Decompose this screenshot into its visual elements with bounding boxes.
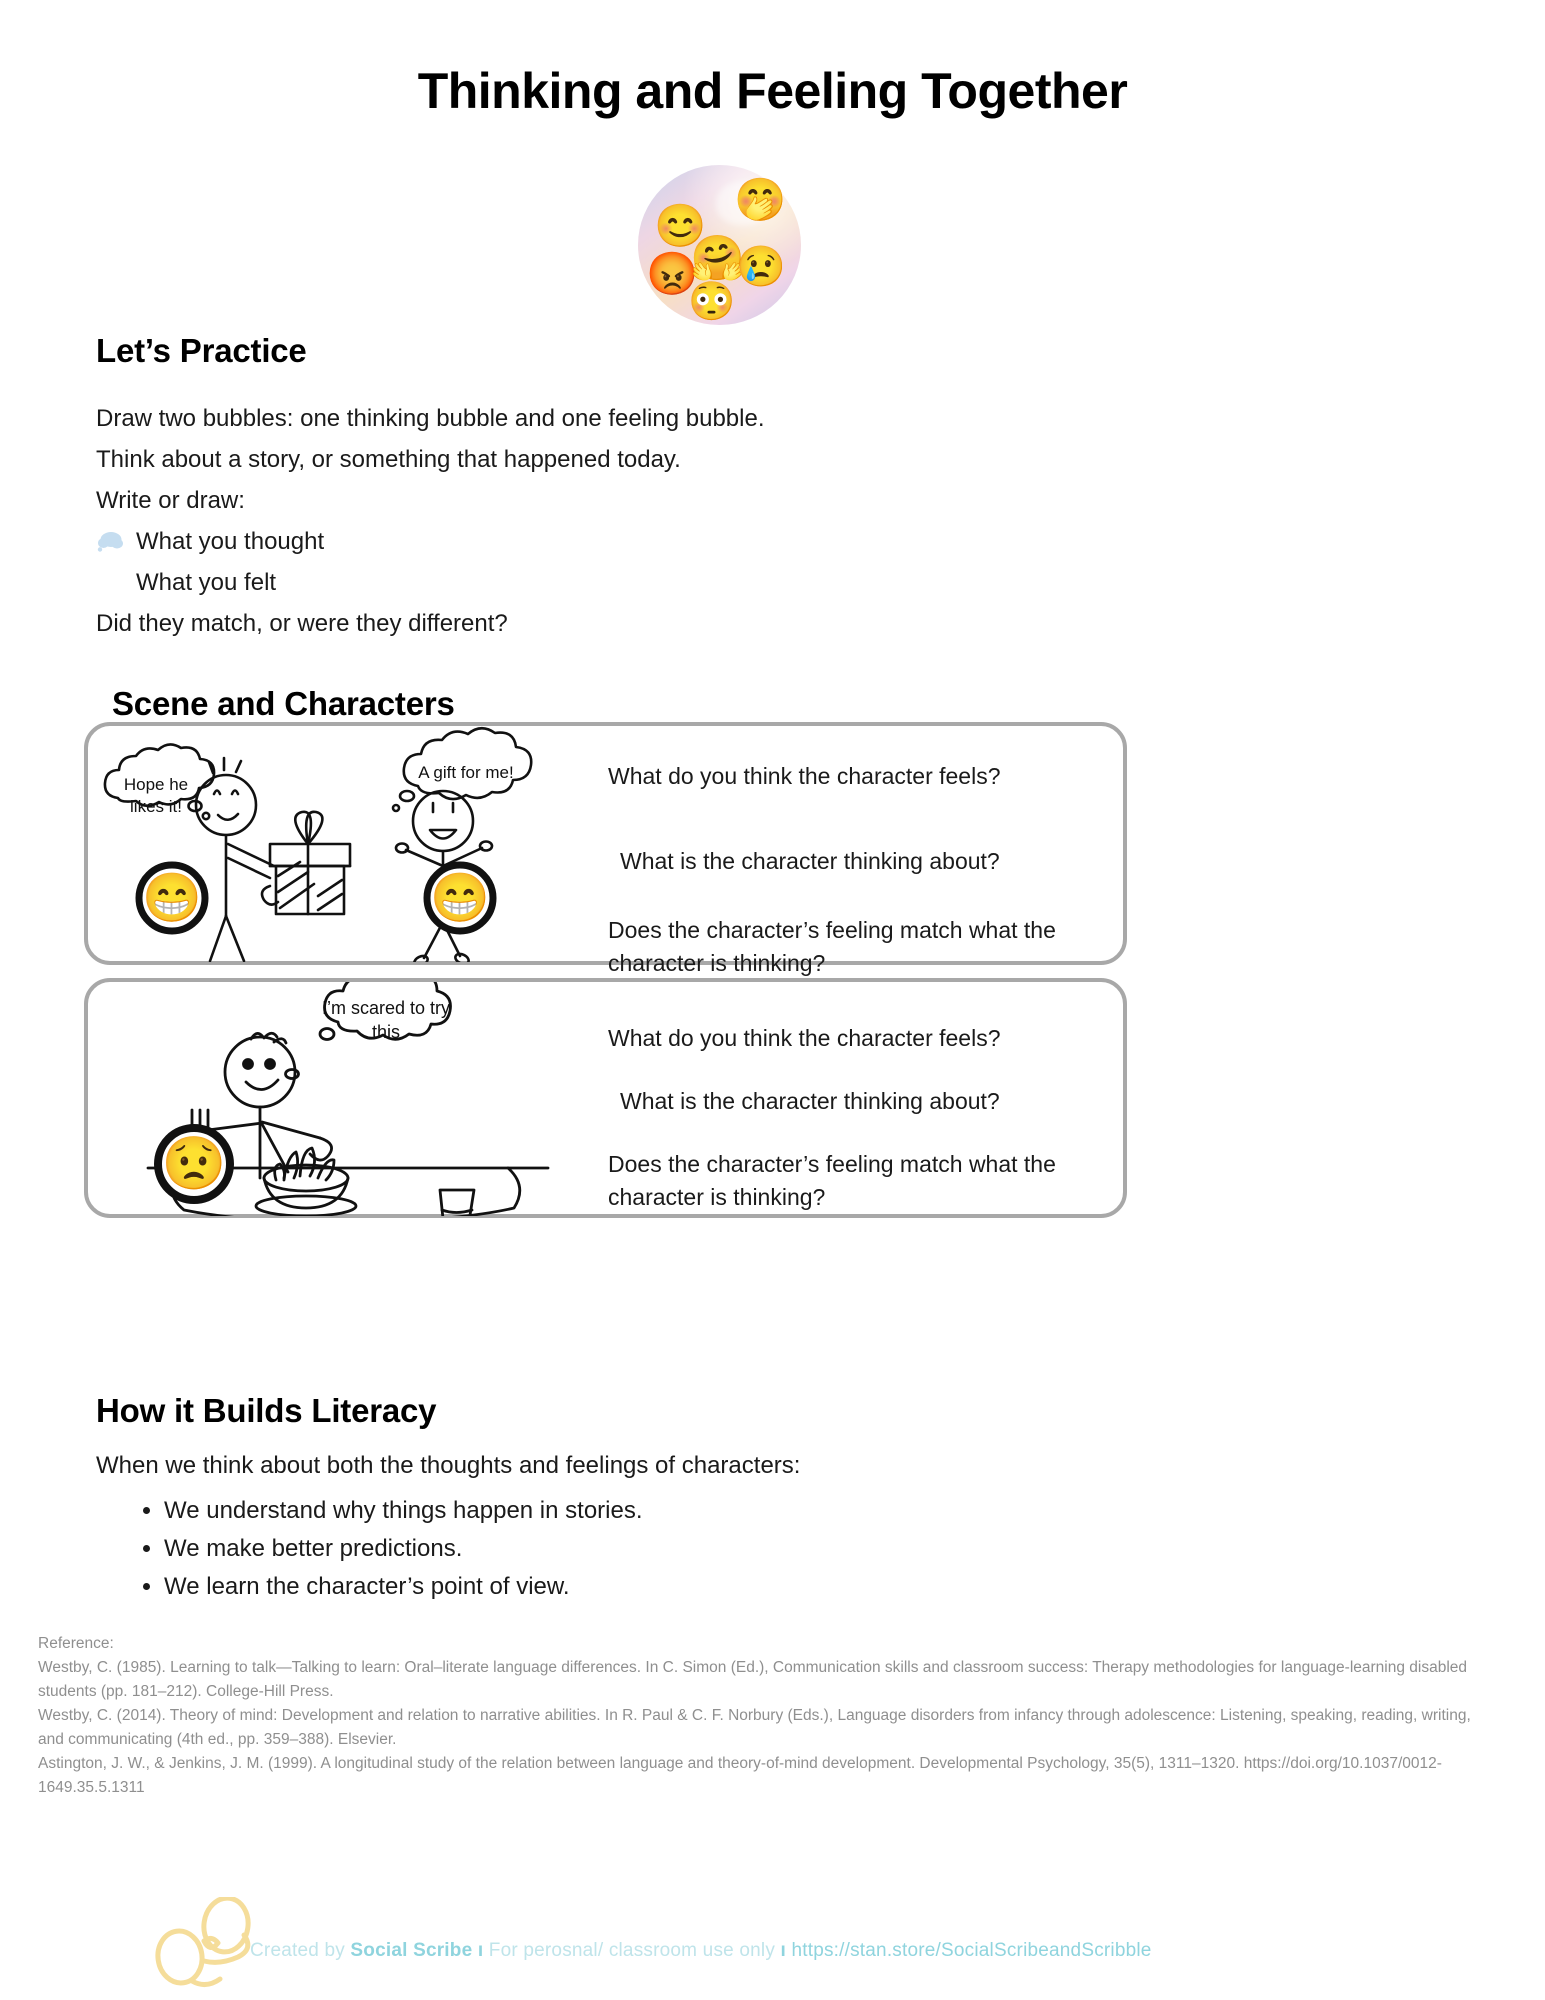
scene-1-illustration — [88, 726, 608, 962]
footer-attribution — [250, 1940, 1152, 1962]
panel1-thought-left-line2: likes it! — [130, 797, 182, 816]
practice-closing-question: Did they match, or were they different? — [96, 610, 508, 637]
panel1-thought-right: A gift for me! — [418, 763, 514, 782]
panel1-question-2: What is the character thinking about? — [620, 848, 1000, 874]
literacy-bullet-2: • We make better predictions. — [164, 1530, 643, 1568]
panel1-question-3: Does the character’s feeling match what the character is thinking? — [608, 917, 1056, 976]
panel2-question-3: Does the character’s feeling match what the character is thinking? — [608, 1151, 1056, 1210]
angry-face-icon: 😡 — [646, 250, 699, 297]
footer-url[interactable]: https://stan.store/SocialScribeandScribble — [791, 1940, 1152, 1961]
scene-panel-2 — [84, 978, 1127, 1218]
panel1-thought-left-line1: Hope he — [123, 775, 189, 794]
panel1-question-1: What do you think the character feels? — [608, 763, 1001, 789]
panel-1-questions — [608, 760, 1108, 980]
practice-thought-item — [96, 521, 916, 562]
footer-usage: For perosnal/ classroom use only — [488, 1940, 776, 1961]
panel2-question-1: What do you think the character feels? — [608, 1025, 1001, 1051]
panel2-question-2: What is the character thinking about? — [620, 1088, 1000, 1114]
scene-panel-1 — [84, 722, 1127, 976]
flushed-face-icon: 😳 — [688, 281, 736, 323]
literacy-intro: When we think about both the thoughts and feelings of characters: — [96, 1452, 801, 1479]
footer-separator-1: ı — [472, 1940, 489, 1961]
page-title: Thinking and Feeling Together — [417, 63, 1128, 119]
footer-separator-2: ı — [775, 1940, 792, 1961]
crying-face-icon: 😢 — [736, 245, 786, 289]
lets-practice-heading: Let’s Practice — [96, 332, 307, 369]
reference-entry-2: Westby, C. (2014). Theory of mind: Development and relation to narrative abilities. In R. Paul & C. F. Norbury (Eds.), Language disorders from infancy through adolescence: Listening, speaking, reading, writing, and communicating (4th ed., pp. 359–388). Elsevier. — [38, 1707, 1471, 1748]
panel1-left-face: 😁 — [142, 872, 202, 925]
hugging-face-icon: 🤗 — [690, 234, 745, 283]
footer-created-by: Created by — [250, 1940, 351, 1961]
scene-2-illustration — [88, 982, 608, 1216]
practice-thought-label: What you thought — [136, 528, 325, 555]
practice-line-2: Think about a story, or something that happened today. — [96, 446, 681, 473]
reference-section — [38, 1632, 1478, 1800]
literacy-bullet-list — [140, 1492, 643, 1606]
footer-brand: Social Scribe — [350, 1940, 473, 1961]
panel1-right-face: 😁 — [430, 872, 490, 925]
panel-2-questions — [608, 1022, 1088, 1214]
practice-line-3: Write or draw: — [96, 487, 245, 514]
practice-feeling-item — [96, 562, 916, 603]
panel2-thought-line2: this — [371, 1022, 401, 1042]
practice-instructions — [96, 398, 916, 644]
panel2-face: 😟 — [161, 1135, 227, 1193]
practice-line-1: Draw two bubbles: one thinking bubble and one feeling bubble. — [96, 405, 765, 432]
thought-bubble-icon — [96, 530, 126, 554]
literacy-bullet-3: • We learn the character’s point of view. — [164, 1568, 643, 1606]
literacy-bullet-1: • We understand why things happen in stories. — [164, 1492, 643, 1530]
page-footer — [0, 1885, 1545, 1995]
emotions-bubble-graphic — [638, 165, 801, 325]
reference-entry-1: Westby, C. (1985). Learning to talk—Talking to learn: Oral–literate language differences. In C. Simon (Ed.), Communication skills and classroom success: Therapy methodologies for language-learning disabled students (pp. 181–212). College-Hill Press. — [38, 1659, 1468, 1700]
reference-entry-3: Astington, J. W., & Jenkins, J. M. (1999). A longitudinal study of the relation between language and theory-of-mind development. Developmental Psychology, 35(5), 1311–1320. https://doi.org/10.1037/0012-1649.35.5.1311 — [38, 1755, 1442, 1796]
scene-and-characters-heading: Scene and Characters — [112, 685, 455, 722]
reference-label: Reference: — [38, 1635, 114, 1652]
smiling-face-icon: 😊 — [654, 202, 707, 249]
practice-feeling-label: What you felt — [136, 569, 277, 596]
how-it-builds-literacy-heading: How it Builds Literacy — [96, 1392, 437, 1429]
panel2-thought-line1: I’m scared to try — [321, 998, 451, 1018]
yawning-face-icon: 🤭 — [734, 176, 787, 223]
